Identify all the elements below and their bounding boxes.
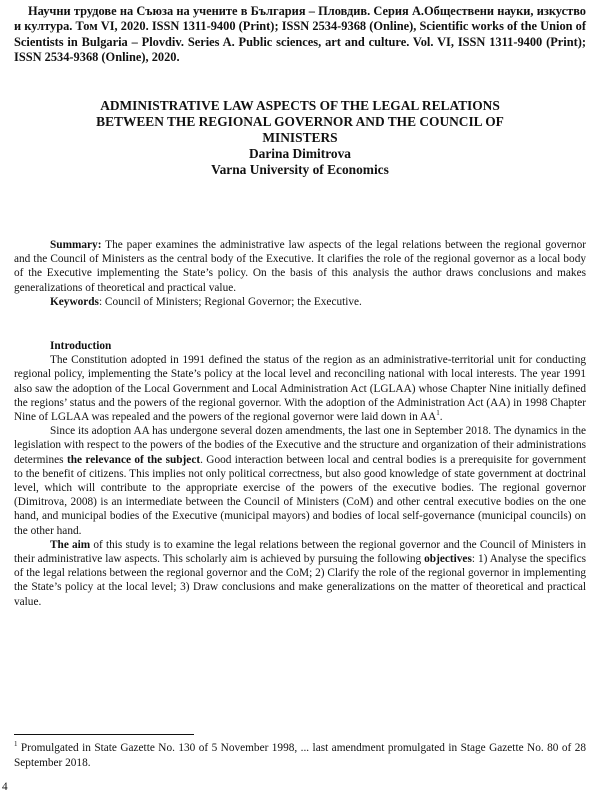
footnote-divider	[14, 734, 194, 735]
footnote-text: Promulgated in State Gazette No. 130 of 5 November 1998, ... last amendment promulgated in Stage Gazette No. 80 of 28 September 2018.	[14, 742, 586, 769]
intro-paragraph-2	[14, 424, 586, 538]
summary-paragraph	[14, 238, 586, 295]
objectives-emphasis: objectives	[424, 553, 472, 566]
aim-emphasis: The aim	[50, 538, 91, 551]
footnote	[14, 741, 586, 770]
keywords-paragraph	[14, 295, 586, 309]
summary-label: Summary:	[50, 239, 102, 251]
introduction-section	[14, 339, 586, 609]
paper-title	[14, 98, 586, 146]
author-name: Darina Dimitrova	[248, 146, 352, 161]
relevance-emphasis: the relevance of the subject	[66, 453, 201, 466]
summary-text: The paper examines the administrative law aspects of the legal relations between the regional governor and the Council of Ministers as the central body of the Executive. It clarifies the role of the regional governor as a local body of the Executive implementing the State’s policy. On the basis of this analysis the author draws conclusions and makes generalizations of theoretical and practical value.	[14, 239, 586, 294]
footnote-ref-1: 1	[436, 409, 440, 418]
title-line-2: BETWEEN THE REGIONAL GOVERNOR AND THE COUNCIL OF	[96, 114, 504, 129]
intro-p3-mid: of this study is to examine the legal relations between the regional governor and the Council of Ministers in their administrative law aspects. This scholarly aim is achieved by pursuing the following	[14, 538, 587, 566]
intro-p3-end: : 1) Analyse the specifics of the legal relations between the regional governor and the CoM; 2) Clarify the role of the regional governor in implementing the State’s policy at the local level; 3) Draw conclusions and make generalizations on the matter of theoretical and practical value.	[14, 553, 586, 608]
page-number: 4	[2, 781, 8, 793]
keywords-text: : Council of Ministers; Regional Governor; the Executive.	[98, 295, 362, 308]
summary-section	[14, 238, 586, 309]
journal-header	[14, 4, 586, 66]
title-line-3: MINISTERS	[262, 130, 338, 145]
intro-p1-text: The Constitution adopted in 1991 defined the status of the region as an administrative-territorial unit for conducting regional policy, implementing the State’s policy at the local level and reconciling national with local interests. The year 1991 also saw the adoption of the Local Government and Local Administration Act (LGLAA) whose Chapter Nine initially defined the regions’ status and the powers of the regional governor. With the adoption of the Administration Act (AA) in 1998 Chapter Nine of LGLAA was repealed and the powers of the regional governor were laid down in AA	[14, 354, 586, 424]
title-block	[14, 98, 586, 178]
intro-p2-start: Since its adoption AA has undergone several dozen amendments, the last one in September 2018. The dynamics in the legislation with respect to the powers of the bodies of the Executive and the structure and organization of their administrations determines	[14, 425, 586, 466]
introduction-heading: Introduction	[50, 340, 112, 352]
title-line-1: ADMINISTRATIVE LAW ASPECTS OF THE LEGAL RELATIONS	[100, 98, 500, 113]
journal-header-text: Научни трудове на Съюза на учените в България – Пловдив. Серия А.Обществени науки, изкуство и култура. Том VI, 2020. ISSN 1311-9400 (Print); ISSN 2534-9368 (Online), Scientific works of the Union of Scientists in Bulgaria – Plovdiv. Series A. Public sciences, art and culture. Vol. VI, ISSN 1311-9400 (Print); ISSN 2534-9368 (Online), 2020.	[14, 4, 586, 65]
footnote-marker: 1	[14, 740, 18, 749]
author-affiliation: Varna University of Economics	[211, 162, 389, 177]
intro-paragraph-1	[14, 353, 586, 424]
keywords-label: Keywords	[50, 295, 99, 308]
intro-p1-end: .	[439, 411, 443, 424]
intro-p2-end: . Good interaction between local and central bodies is a prerequisite for government to the benefit of citizens. This implies not only political correctness, but also good knowledge of state government at doctrinal level, which will contribute to the appropriate exercise of the powers of the executive bodies. The regional governor (Dimitrova, 2008) is an intermediate between the Council of Ministers (CoM) and other central executive bodies on the one hand, and municipal bodies of the Executive (municipal mayors) and bodies of local self-governance (municipal councils) on the other hand.	[14, 453, 586, 537]
intro-paragraph-3	[14, 538, 586, 609]
